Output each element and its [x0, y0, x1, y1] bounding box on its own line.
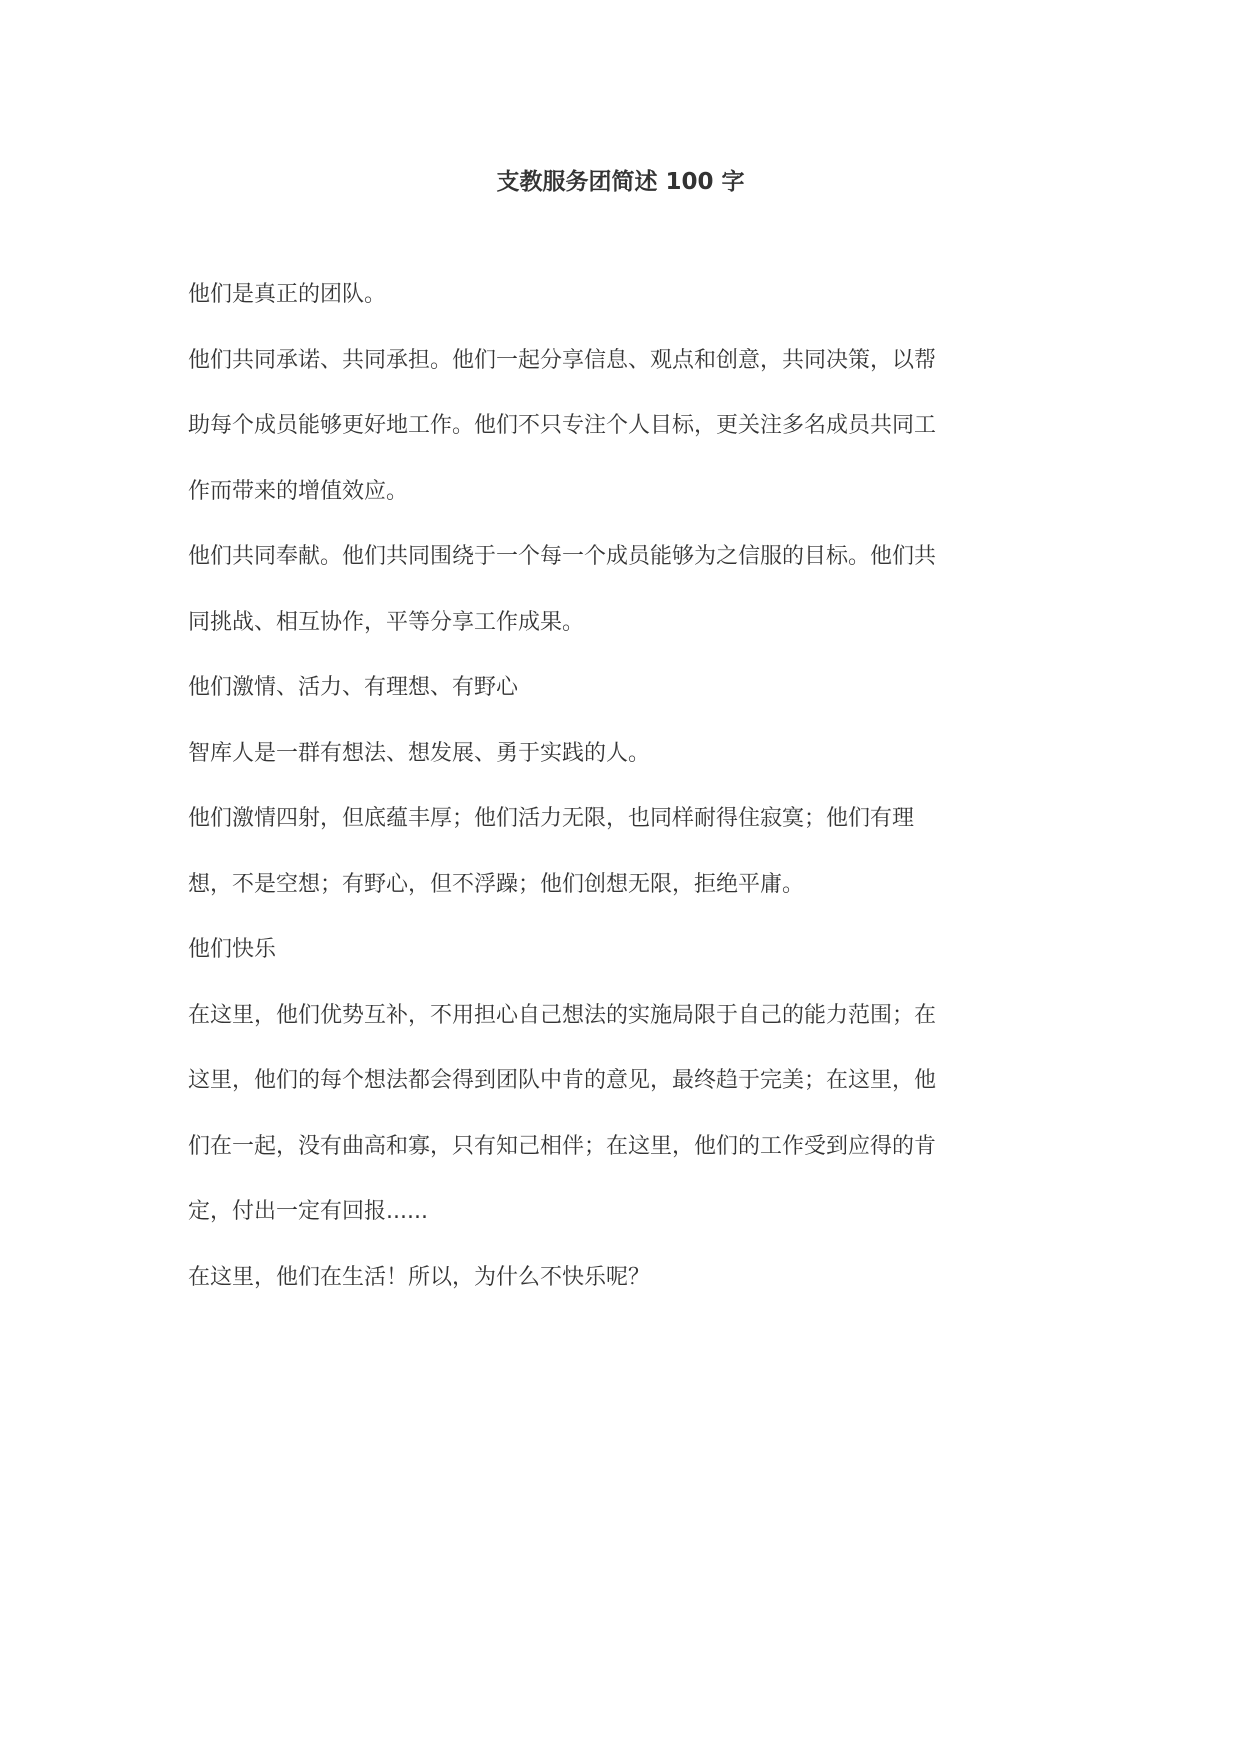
text-line: 这里，他们的每个想法都会得到团队中肯的意见，最终趋于完美；在这里，他 — [188, 1068, 937, 1093]
document-body — [188, 262, 1058, 1310]
text-line: 智库人是一群有想法、想发展、勇于实践的人。 — [188, 740, 651, 766]
document-title: 支教服务团简述 100 字 — [496, 169, 745, 195]
text-line: 他们共同承诺、共同承担。他们一起分享信息、观点和创意，共同决策，以帮 — [188, 347, 937, 373]
text-line: 作而带来的增值效应。 — [188, 478, 409, 504]
text-line: 想，不是空想；有野心，但不浮躁；他们创想无限，拒绝平庸。 — [188, 871, 805, 897]
text-line: 他们是真正的团队。 — [188, 282, 387, 307]
text-line: 同挑战、相互协作，平等分享工作成果。 — [188, 609, 585, 635]
text-line: 在这里，他们优势互补，不用担心自己想法的实施局限于自己的能力范围；在 — [188, 1002, 937, 1028]
text-line: 在这里，他们在生活！所以，为什么不快乐呢？ — [188, 1264, 651, 1290]
text-line: 定，付出一定有回报...... — [188, 1199, 428, 1224]
text-line: 助每个成员能够更好地工作。他们不只专注个人目标，更关注多名成员共同工 — [188, 413, 937, 438]
text-line: 他们激情四射，但底蕴丰厚；他们活力无限，也同样耐得住寂寞；他们有理 — [188, 806, 915, 831]
text-line: 他们激情、活力、有理想、有野心 — [188, 675, 519, 700]
text-line: 他们共同奉献。他们共同围绕于一个每一个成员能够为之信服的目标。他们共 — [188, 544, 937, 569]
text-line: 们在一起，没有曲高和寡，只有知己相伴；在这里，他们的工作受到应得的肯 — [188, 1133, 937, 1159]
text-line: 他们快乐 — [188, 937, 277, 962]
